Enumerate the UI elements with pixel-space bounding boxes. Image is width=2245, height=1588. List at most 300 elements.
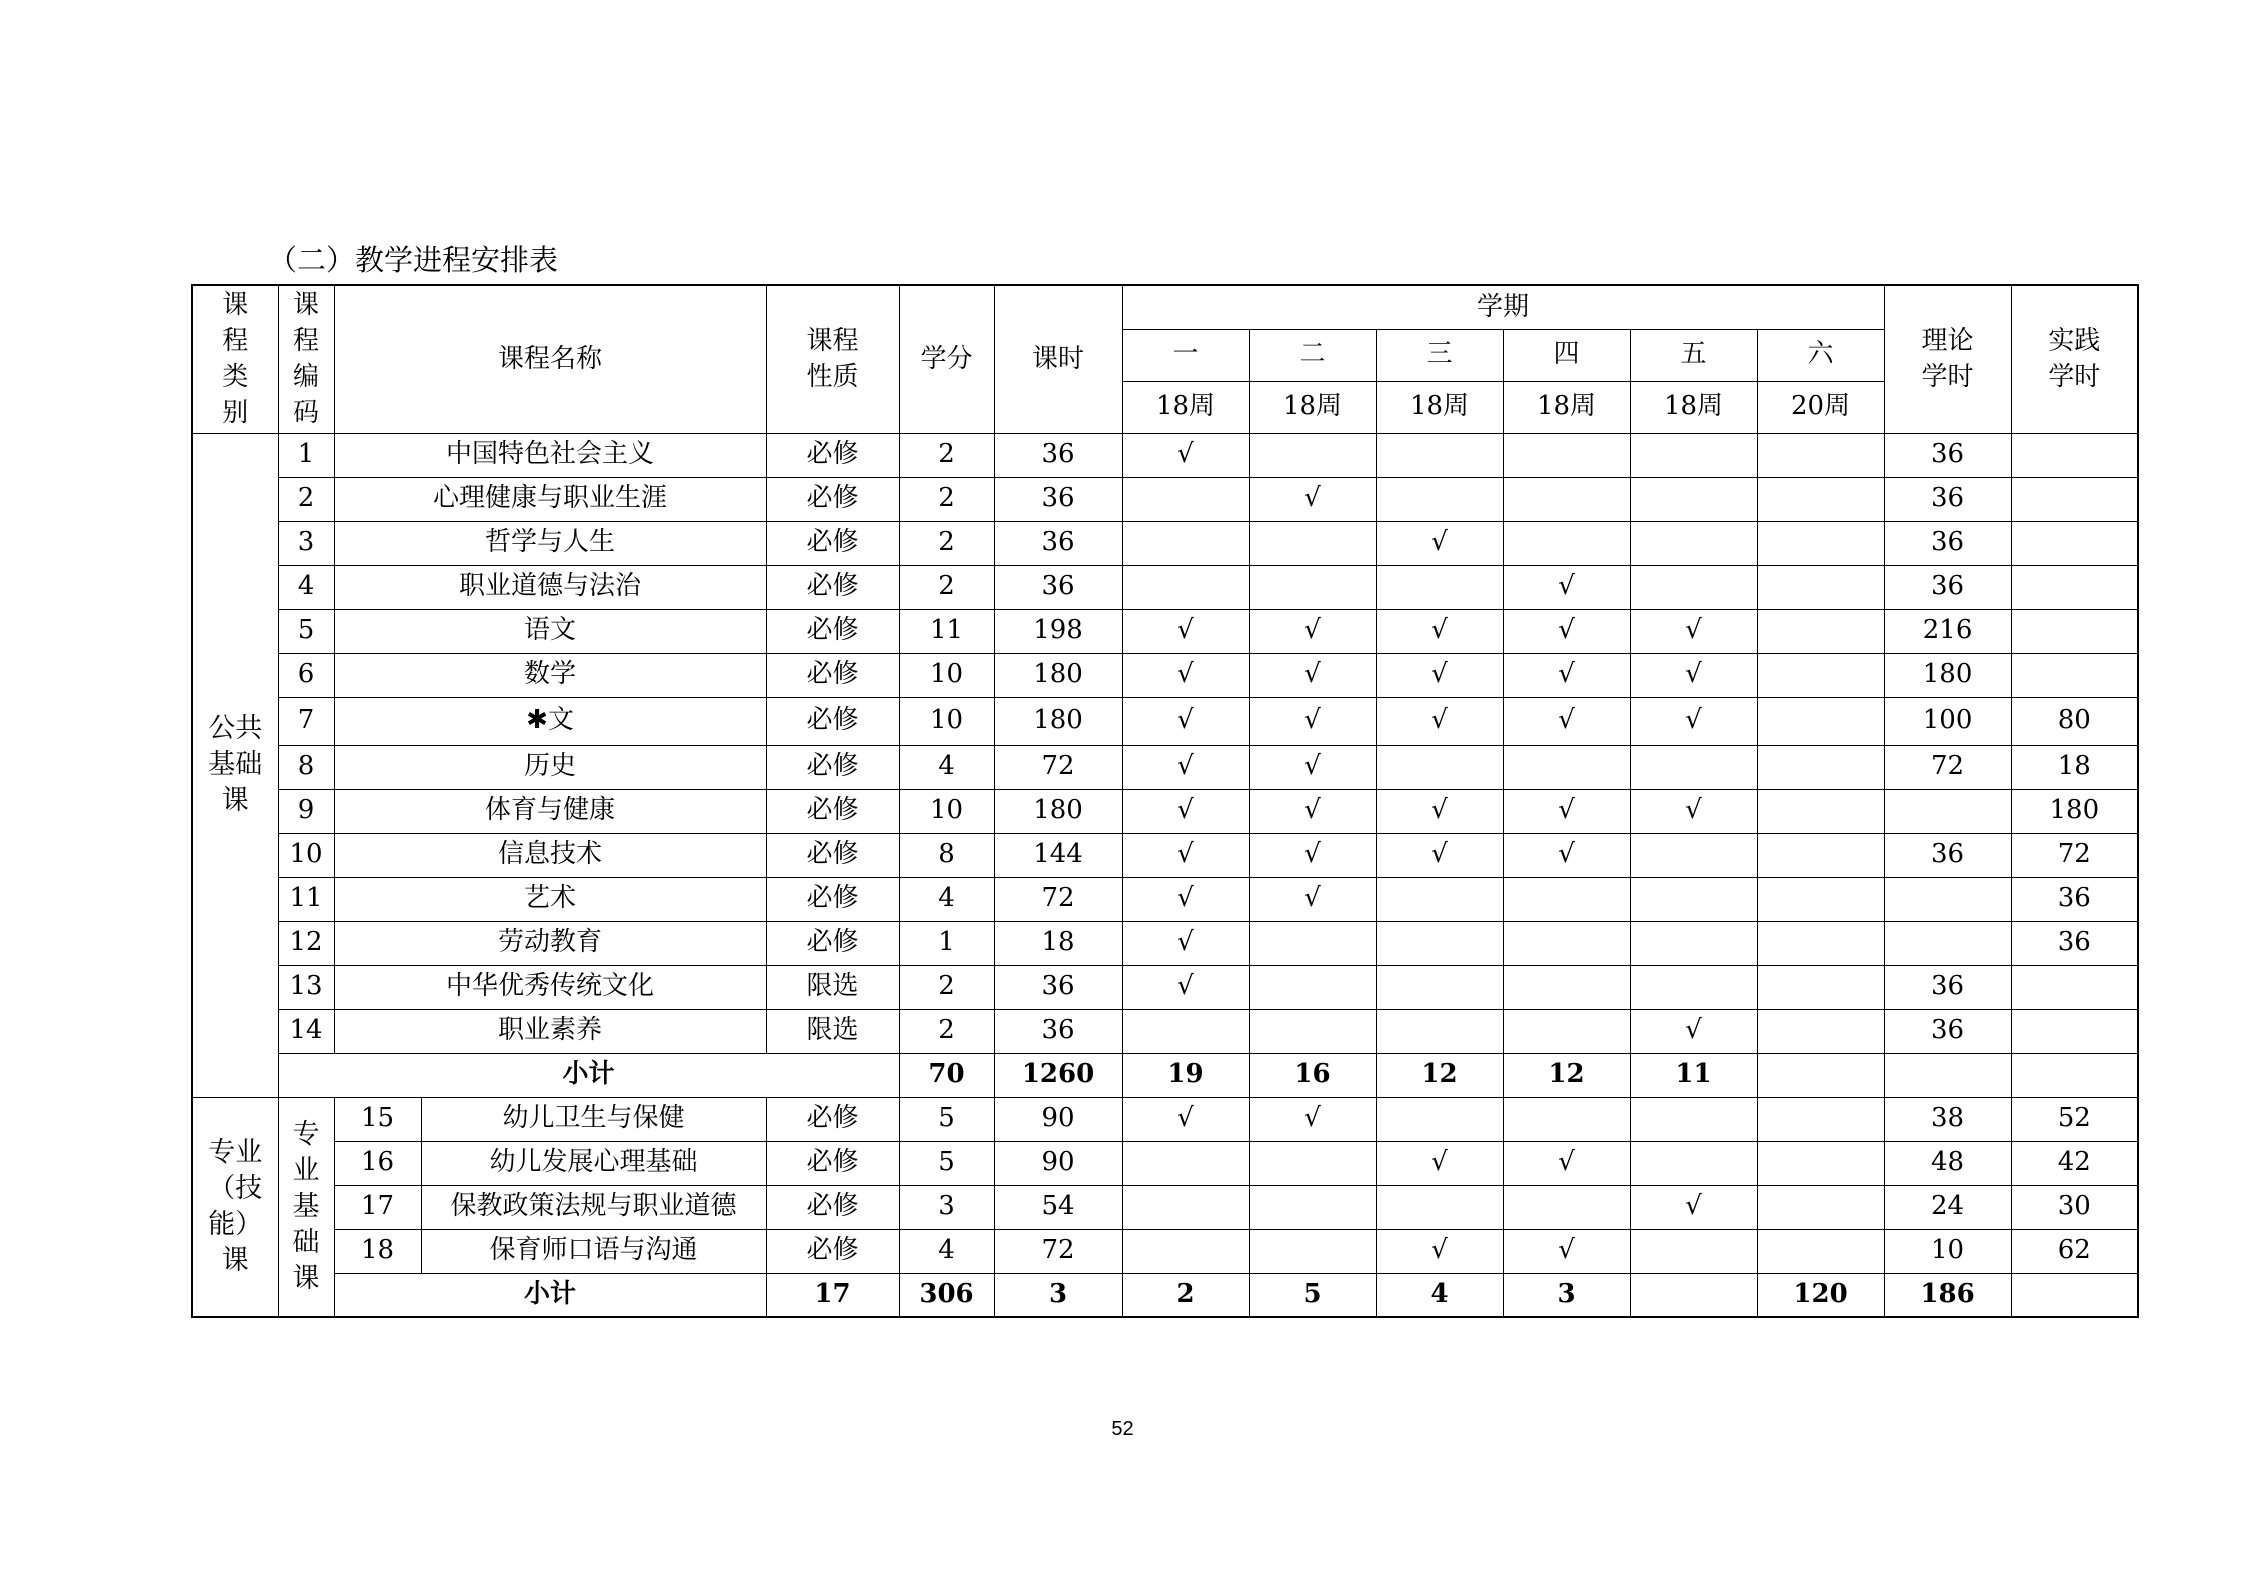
semester-2-mark xyxy=(1249,1229,1376,1273)
course-code: 17 xyxy=(334,1185,421,1229)
theory-hours: 216 xyxy=(1884,609,2011,653)
semester-5-mark xyxy=(1630,521,1757,565)
semester-5-mark: √ xyxy=(1630,697,1757,745)
semester-5-mark xyxy=(1630,833,1757,877)
theory-hours: 36 xyxy=(1884,965,2011,1009)
course-code: 9 xyxy=(278,789,334,833)
course-credits: 4 xyxy=(899,1229,994,1273)
table-row xyxy=(192,477,2138,521)
semester-1-mark: √ xyxy=(1122,833,1249,877)
course-code: 5 xyxy=(278,609,334,653)
subtotal-theory xyxy=(1884,1053,2011,1097)
table-row xyxy=(192,921,2138,965)
course-hours: 36 xyxy=(994,433,1122,477)
header-weeks-4: 18周 xyxy=(1503,381,1630,433)
semester-6-mark xyxy=(1757,965,1884,1009)
semester-5-mark: √ xyxy=(1630,653,1757,697)
course-hours: 180 xyxy=(994,697,1122,745)
semester-5-mark: √ xyxy=(1630,1009,1757,1053)
table-row xyxy=(192,433,2138,477)
semester-1-mark xyxy=(1122,1229,1249,1273)
semester-3-mark: √ xyxy=(1376,789,1503,833)
theory-hours xyxy=(1884,877,2011,921)
table-row xyxy=(192,1097,2138,1141)
course-code: 14 xyxy=(278,1009,334,1053)
course-name: 幼儿发展心理基础 xyxy=(421,1141,766,1185)
course-hours: 54 xyxy=(994,1185,1122,1229)
course-credits: 4 xyxy=(899,745,994,789)
course-hours: 36 xyxy=(994,521,1122,565)
theory-hours: 36 xyxy=(1884,1009,2011,1053)
semester-6-mark xyxy=(1757,1097,1884,1141)
subtotal-semester-5: 3 xyxy=(1503,1273,1630,1317)
course-name: 劳动教育 xyxy=(334,921,766,965)
semester-6-mark xyxy=(1757,521,1884,565)
semester-6-mark xyxy=(1757,653,1884,697)
semester-4-mark: √ xyxy=(1503,697,1630,745)
semester-4-mark xyxy=(1503,965,1630,1009)
course-name-text: 文 xyxy=(547,705,574,736)
semester-4-mark xyxy=(1503,1097,1630,1141)
semester-3-mark: √ xyxy=(1376,1229,1503,1273)
theory-hours: 48 xyxy=(1884,1141,2011,1185)
semester-5-mark xyxy=(1630,965,1757,1009)
course-nature: 必修 xyxy=(766,477,899,521)
course-name: 哲学与人生 xyxy=(334,521,766,565)
course-code: 6 xyxy=(278,653,334,697)
header-row-1 xyxy=(192,285,2138,329)
course-nature: 必修 xyxy=(766,789,899,833)
header-code: 课 程 编 码 xyxy=(278,285,334,433)
practice-hours: 180 xyxy=(2011,789,2138,833)
practice-hours xyxy=(2011,433,2138,477)
course-name: 心理健康与职业生涯 xyxy=(334,477,766,521)
course-nature: 必修 xyxy=(766,697,899,745)
practice-hours xyxy=(2011,521,2138,565)
header-weeks-1: 18周 xyxy=(1122,381,1249,433)
course-name: 数学 xyxy=(334,653,766,697)
semester-4-mark xyxy=(1503,745,1630,789)
course-code: 16 xyxy=(334,1141,421,1185)
semester-3-mark xyxy=(1376,433,1503,477)
course-nature: 必修 xyxy=(766,1141,899,1185)
course-credits: 2 xyxy=(899,433,994,477)
course-hours: 198 xyxy=(994,609,1122,653)
semester-3-mark xyxy=(1376,1185,1503,1229)
course-code: 15 xyxy=(334,1097,421,1141)
semester-5-mark: √ xyxy=(1630,1185,1757,1229)
semester-2-mark xyxy=(1249,1185,1376,1229)
semester-6-mark xyxy=(1757,921,1884,965)
course-nature: 必修 xyxy=(766,609,899,653)
semester-1-mark: √ xyxy=(1122,921,1249,965)
header-hours: 课时 xyxy=(994,285,1122,433)
course-hours: 36 xyxy=(994,565,1122,609)
semester-4-mark xyxy=(1503,921,1630,965)
category-professional-skill: 专业 （技 能） 课 xyxy=(192,1097,278,1317)
semester-4-mark: √ xyxy=(1503,1141,1630,1185)
course-nature: 必修 xyxy=(766,877,899,921)
semester-5-mark xyxy=(1630,1141,1757,1185)
semester-1-mark xyxy=(1122,565,1249,609)
semester-5-mark xyxy=(1630,745,1757,789)
practice-hours xyxy=(2011,965,2138,1009)
semester-6-mark xyxy=(1757,745,1884,789)
table-row xyxy=(192,965,2138,1009)
semester-3-mark xyxy=(1376,565,1503,609)
semester-5-mark: √ xyxy=(1630,789,1757,833)
course-credits: 10 xyxy=(899,789,994,833)
header-semester-1: 一 xyxy=(1122,329,1249,381)
course-hours: 36 xyxy=(994,965,1122,1009)
theory-hours xyxy=(1884,789,2011,833)
semester-1-mark xyxy=(1122,1009,1249,1053)
subtotal-theory: 120 xyxy=(1757,1273,1884,1317)
practice-hours xyxy=(2011,477,2138,521)
subtotal-semester-1: 19 xyxy=(1122,1053,1249,1097)
course-credits: 2 xyxy=(899,477,994,521)
semester-3-mark xyxy=(1376,745,1503,789)
semester-3-mark xyxy=(1376,1009,1503,1053)
semester-6-mark xyxy=(1757,1141,1884,1185)
semester-2-mark xyxy=(1249,965,1376,1009)
theory-hours: 180 xyxy=(1884,653,2011,697)
practice-hours: 36 xyxy=(2011,877,2138,921)
course-hours: 90 xyxy=(994,1141,1122,1185)
semester-2-mark: √ xyxy=(1249,1097,1376,1141)
theory-hours: 10 xyxy=(1884,1229,2011,1273)
practice-hours: 36 xyxy=(2011,921,2138,965)
course-hours: 180 xyxy=(994,653,1122,697)
star-icon: ✱ xyxy=(526,705,548,736)
subtotal-semester-6 xyxy=(1757,1053,1884,1097)
semester-3-mark: √ xyxy=(1376,521,1503,565)
header-semester-2: 二 xyxy=(1249,329,1376,381)
subtotal-row xyxy=(192,1273,2138,1317)
semester-2-mark xyxy=(1249,1009,1376,1053)
semester-1-mark: √ xyxy=(1122,609,1249,653)
course-name: 职业素养 xyxy=(334,1009,766,1053)
subtotal-semester-5: 11 xyxy=(1630,1053,1757,1097)
semester-3-mark: √ xyxy=(1376,653,1503,697)
semester-3-mark xyxy=(1376,1097,1503,1141)
course-credits: 11 xyxy=(899,609,994,653)
course-code: 7 xyxy=(278,697,334,745)
course-credits: 3 xyxy=(899,1185,994,1229)
semester-1-mark: √ xyxy=(1122,965,1249,1009)
semester-1-mark: √ xyxy=(1122,745,1249,789)
practice-hours: 30 xyxy=(2011,1185,2138,1229)
semester-1-mark: √ xyxy=(1122,789,1249,833)
course-hours: 72 xyxy=(994,877,1122,921)
course-name: 职业道德与法治 xyxy=(334,565,766,609)
table-row xyxy=(192,1229,2138,1273)
subtotal-label: 小计 xyxy=(278,1053,899,1097)
semester-1-mark xyxy=(1122,1185,1249,1229)
course-nature: 必修 xyxy=(766,1229,899,1273)
subtotal-credits: 70 xyxy=(899,1053,994,1097)
theory-hours: 36 xyxy=(1884,565,2011,609)
course-hours: 144 xyxy=(994,833,1122,877)
course-hours: 18 xyxy=(994,921,1122,965)
theory-hours: 72 xyxy=(1884,745,2011,789)
practice-hours: 42 xyxy=(2011,1141,2138,1185)
course-name: 幼儿卫生与保健 xyxy=(421,1097,766,1141)
theory-hours: 36 xyxy=(1884,833,2011,877)
course-credits: 2 xyxy=(899,965,994,1009)
semester-3-mark xyxy=(1376,877,1503,921)
semester-3-mark xyxy=(1376,921,1503,965)
semester-1-mark: √ xyxy=(1122,697,1249,745)
course-code: 10 xyxy=(278,833,334,877)
theory-hours: 38 xyxy=(1884,1097,2011,1141)
semester-6-mark xyxy=(1757,833,1884,877)
course-credits: 10 xyxy=(899,653,994,697)
semester-2-mark: √ xyxy=(1249,833,1376,877)
semester-2-mark xyxy=(1249,921,1376,965)
practice-hours: 52 xyxy=(2011,1097,2138,1141)
course-code: 8 xyxy=(278,745,334,789)
semester-6-mark xyxy=(1757,565,1884,609)
course-code: 3 xyxy=(278,521,334,565)
semester-4-mark xyxy=(1503,521,1630,565)
header-weeks-5: 18周 xyxy=(1630,381,1757,433)
semester-4-mark xyxy=(1503,1185,1630,1229)
subtotal-hours: 1260 xyxy=(994,1053,1122,1097)
course-code: 4 xyxy=(278,565,334,609)
practice-hours: 80 xyxy=(2011,697,2138,745)
course-name: 信息技术 xyxy=(334,833,766,877)
subtotal-semester-1: 3 xyxy=(994,1273,1122,1317)
semester-2-mark: √ xyxy=(1249,789,1376,833)
teaching-schedule-table xyxy=(191,284,2139,1318)
course-credits: 2 xyxy=(899,565,994,609)
semester-1-mark: √ xyxy=(1122,877,1249,921)
subcategory-professional-basic: 专 业 基 础 课 xyxy=(278,1097,334,1317)
header-weeks-6: 20周 xyxy=(1757,381,1884,433)
semester-4-mark: √ xyxy=(1503,653,1630,697)
course-nature: 必修 xyxy=(766,745,899,789)
theory-hours: 100 xyxy=(1884,697,2011,745)
course-name: 中国特色社会主义 xyxy=(334,433,766,477)
semester-1-mark: √ xyxy=(1122,433,1249,477)
course-nature: 限选 xyxy=(766,1009,899,1053)
course-code: 11 xyxy=(278,877,334,921)
theory-hours: 36 xyxy=(1884,433,2011,477)
course-nature: 必修 xyxy=(766,1097,899,1141)
subtotal-practice: 186 xyxy=(1884,1273,2011,1317)
course-credits: 2 xyxy=(899,1009,994,1053)
semester-6-mark xyxy=(1757,1009,1884,1053)
semester-3-mark xyxy=(1376,477,1503,521)
semester-4-mark: √ xyxy=(1503,1229,1630,1273)
course-credits: 1 xyxy=(899,921,994,965)
table-body xyxy=(192,285,2138,1317)
practice-hours xyxy=(2011,653,2138,697)
subtotal-semester-6 xyxy=(1630,1273,1757,1317)
table-row xyxy=(192,877,2138,921)
subtotal-semester-3: 12 xyxy=(1376,1053,1503,1097)
semester-4-mark xyxy=(1503,1009,1630,1053)
course-name: 保教政策法规与职业道德 xyxy=(421,1185,766,1229)
practice-hours: 18 xyxy=(2011,745,2138,789)
semester-5-mark xyxy=(1630,1229,1757,1273)
header-credits: 学分 xyxy=(899,285,994,433)
course-name: 中华优秀传统文化 xyxy=(334,965,766,1009)
semester-2-mark: √ xyxy=(1249,609,1376,653)
header-weeks-2: 18周 xyxy=(1249,381,1376,433)
semester-2-mark xyxy=(1249,1141,1376,1185)
header-theory-hours: 理论 学时 xyxy=(1884,285,2011,433)
table-row xyxy=(192,1009,2138,1053)
practice-hours: 62 xyxy=(2011,1229,2138,1273)
semester-5-mark: √ xyxy=(1630,609,1757,653)
semester-3-mark: √ xyxy=(1376,609,1503,653)
subtotal-credits: 17 xyxy=(766,1273,899,1317)
header-course-name: 课程名称 xyxy=(334,285,766,433)
semester-1-mark xyxy=(1122,1141,1249,1185)
header-weeks-3: 18周 xyxy=(1376,381,1503,433)
table-row xyxy=(192,745,2138,789)
table-row xyxy=(192,833,2138,877)
semester-3-mark: √ xyxy=(1376,697,1503,745)
course-nature: 必修 xyxy=(766,921,899,965)
semester-2-mark: √ xyxy=(1249,697,1376,745)
course-nature: 必修 xyxy=(766,833,899,877)
semester-2-mark xyxy=(1249,565,1376,609)
header-practice-hours: 实践 学时 xyxy=(2011,285,2138,433)
course-hours: 36 xyxy=(994,1009,1122,1053)
semester-1-mark: √ xyxy=(1122,653,1249,697)
table-row xyxy=(192,653,2138,697)
course-credits: 5 xyxy=(899,1097,994,1141)
semester-6-mark xyxy=(1757,697,1884,745)
semester-2-mark xyxy=(1249,521,1376,565)
course-credits: 2 xyxy=(899,521,994,565)
practice-hours xyxy=(2011,609,2138,653)
course-hours: 72 xyxy=(994,745,1122,789)
course-credits: 4 xyxy=(899,877,994,921)
semester-5-mark xyxy=(1630,1097,1757,1141)
table-row xyxy=(192,697,2138,745)
semester-3-mark: √ xyxy=(1376,1141,1503,1185)
semester-4-mark: √ xyxy=(1503,565,1630,609)
course-name: 艺术 xyxy=(334,877,766,921)
semester-5-mark xyxy=(1630,433,1757,477)
semester-1-mark: √ xyxy=(1122,1097,1249,1141)
semester-5-mark xyxy=(1630,565,1757,609)
semester-6-mark xyxy=(1757,433,1884,477)
course-hours: 180 xyxy=(994,789,1122,833)
theory-hours: 36 xyxy=(1884,521,2011,565)
header-semester: 学期 xyxy=(1122,285,1884,329)
course-name: 保育师口语与沟通 xyxy=(421,1229,766,1273)
subtotal-practice xyxy=(2011,1053,2138,1097)
semester-2-mark xyxy=(1249,433,1376,477)
course-nature: 必修 xyxy=(766,1185,899,1229)
practice-hours: 72 xyxy=(2011,833,2138,877)
practice-hours xyxy=(2011,565,2138,609)
semester-4-mark xyxy=(1503,477,1630,521)
table-row xyxy=(192,1185,2138,1229)
course-code: 18 xyxy=(334,1229,421,1273)
semester-4-mark: √ xyxy=(1503,609,1630,653)
semester-6-mark xyxy=(1757,1229,1884,1273)
semester-1-mark xyxy=(1122,521,1249,565)
course-nature: 必修 xyxy=(766,653,899,697)
table-row xyxy=(192,789,2138,833)
subtotal-semester-2: 16 xyxy=(1249,1053,1376,1097)
course-name xyxy=(334,697,766,745)
course-credits: 8 xyxy=(899,833,994,877)
course-credits: 5 xyxy=(899,1141,994,1185)
header-semester-6: 六 xyxy=(1757,329,1884,381)
course-code: 2 xyxy=(278,477,334,521)
course-hours: 36 xyxy=(994,477,1122,521)
theory-hours xyxy=(1884,921,2011,965)
table-row xyxy=(192,565,2138,609)
theory-hours: 36 xyxy=(1884,477,2011,521)
header-semester-4: 四 xyxy=(1503,329,1630,381)
page-number: 52 xyxy=(1111,1418,1134,1440)
semester-6-mark xyxy=(1757,477,1884,521)
semester-3-mark: √ xyxy=(1376,833,1503,877)
subtotal-hours: 306 xyxy=(899,1273,994,1317)
practice-hours xyxy=(2011,1009,2138,1053)
header-course-nature: 课程 性质 xyxy=(766,285,899,433)
subtotal-label: 小计 xyxy=(334,1273,766,1317)
course-nature: 限选 xyxy=(766,965,899,1009)
course-name: 历史 xyxy=(334,745,766,789)
semester-5-mark xyxy=(1630,477,1757,521)
semester-6-mark xyxy=(1757,877,1884,921)
course-code: 13 xyxy=(278,965,334,1009)
semester-6-mark xyxy=(1757,1185,1884,1229)
subtotal-row xyxy=(192,1053,2138,1097)
course-credits: 10 xyxy=(899,697,994,745)
semester-2-mark: √ xyxy=(1249,653,1376,697)
semester-5-mark xyxy=(1630,921,1757,965)
course-code: 12 xyxy=(278,921,334,965)
semester-2-mark: √ xyxy=(1249,477,1376,521)
semester-6-mark xyxy=(1757,609,1884,653)
semester-2-mark: √ xyxy=(1249,877,1376,921)
semester-4-mark xyxy=(1503,433,1630,477)
course-nature: 必修 xyxy=(766,565,899,609)
semester-2-mark: √ xyxy=(1249,745,1376,789)
table-row xyxy=(192,521,2138,565)
course-hours: 72 xyxy=(994,1229,1122,1273)
semester-1-mark xyxy=(1122,477,1249,521)
page-title: （二）教学进程安排表 xyxy=(268,243,559,277)
category-public-basic: 公共 基础 课 xyxy=(192,433,278,1097)
semester-6-mark xyxy=(1757,789,1884,833)
subtotal-semester-4: 12 xyxy=(1503,1053,1630,1097)
table-row xyxy=(192,1141,2138,1185)
course-name: 体育与健康 xyxy=(334,789,766,833)
theory-hours: 24 xyxy=(1884,1185,2011,1229)
semester-4-mark xyxy=(1503,877,1630,921)
subtotal-semester-4: 4 xyxy=(1376,1273,1503,1317)
semester-4-mark: √ xyxy=(1503,833,1630,877)
course-code: 1 xyxy=(278,433,334,477)
semester-3-mark xyxy=(1376,965,1503,1009)
course-name: 语文 xyxy=(334,609,766,653)
course-nature: 必修 xyxy=(766,433,899,477)
header-semester-3: 三 xyxy=(1376,329,1503,381)
header-semester-5: 五 xyxy=(1630,329,1757,381)
course-hours: 90 xyxy=(994,1097,1122,1141)
